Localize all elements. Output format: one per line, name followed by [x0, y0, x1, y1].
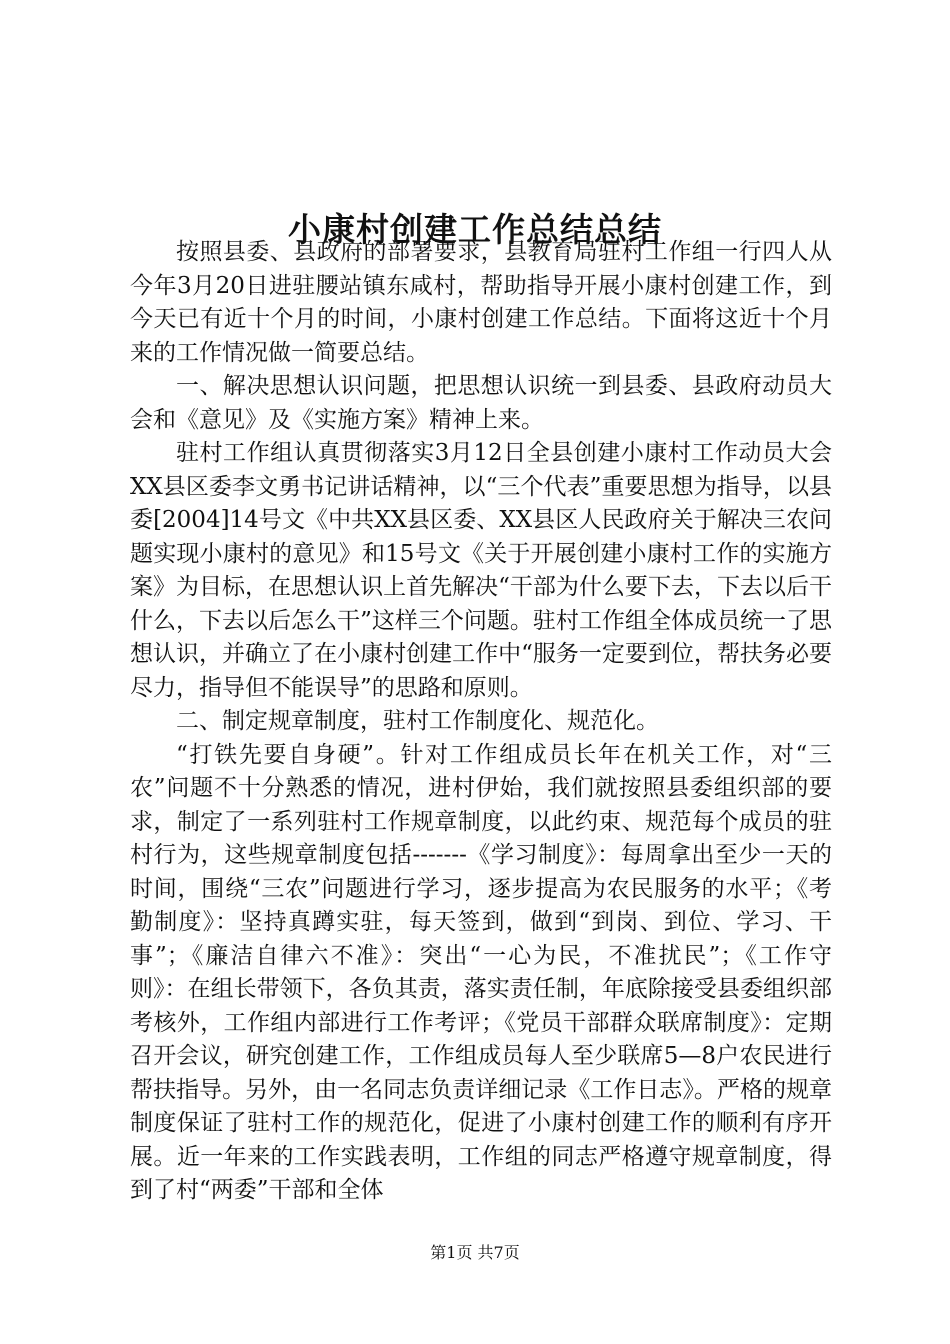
page-number: 第1页 共7页	[430, 1243, 520, 1262]
paragraph-section-1-heading: 一、解决思想认识问题，把思想认识统一到县委、县政府动员大会和《意见》及《实施方案》精神上来。	[130, 373, 832, 433]
paragraph-intro: 按照县委、县政府的部署要求，县教育局驻村工作组一行四人从今年3月20日进驻腰站镇东咸村，帮助指导开展小康村创建工作，到今天已有近十个月的时间，小康村创建工作总结。下面将这近十个月来的工作情况做一简要总结。	[130, 239, 832, 366]
paragraph-section-2-heading: 二、制定规章制度，驻村工作制度化、规范化。	[176, 708, 659, 734]
paragraph-section-1-body: 驻村工作组认真贯彻落实3月12日全县创建小康村工作动员大会XX县区委李文勇书记讲话精神，以“三个代表”重要思想为指导，以县委[2004]14号文《中共XX县区委、XX县区人民政府关于解决三农问题实现小康村的意见》和15号文《关于开展创建小康村工作的实施方案》为目标，在思想认识上首先解决“干部为什么要下去，下去以后干什么，下去以后怎么干”这样三个问题。驻村工作组全体成员统一了思想认识，并确立了在小康村创建工作中“服务一定要到位，帮扶务必要尽力，指导但不能误导”的思路和原则。	[130, 440, 832, 701]
document-body	[130, 236, 832, 1208]
paragraph-section-2-body: “打铁先要自身硬”。针对工作组成员长年在机关工作，对“三农”问题不十分熟悉的情况，进村伊始，我们就按照县委组织部的要求，制定了一系列驻村工作规章制度，以此约束、规范每个成员的驻村行为，这些规章制度包括-------《学习制度》：每周拿出至少一天的时间，围绕“三农”问题进行学习，逐步提高为农民服务的水平；《考勤制度》：坚持真蹲实驻，每天签到，做到“到岗、到位、学习、干事”；《廉洁自律六不准》：突出“一心为民，不准扰民”；《工作守则》：在组长带领下，各负其责，落实责任制，年底除接受县委组织部考核外，工作组内部进行工作考评；《党员干部群众联席制度》：定期召开会议，研究创建工作，工作组成员每人至少联席5—8户农民进行帮扶指导。另外，由一名同志负责详细记录《工作日志》。严格的规章制度保证了驻村工作的规范化，促进了小康村创建工作的顺利有序开展。近一年来的工作实践表明，工作组的同志严格遵守规章制度，得到了村“两委”干部和全体	[130, 741, 832, 1203]
document-title: 小康村创建工作总结总结	[288, 210, 662, 250]
